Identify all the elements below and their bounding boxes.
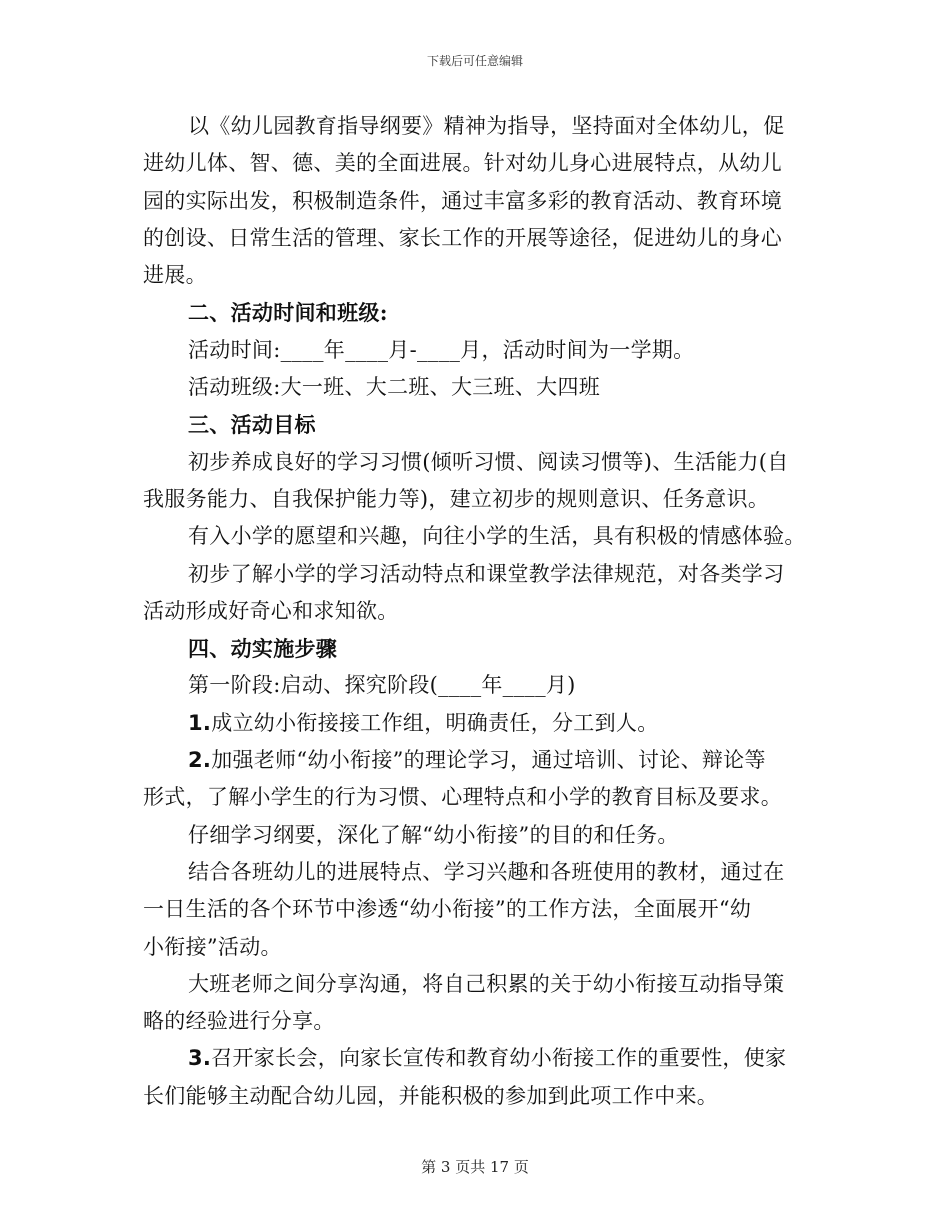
paragraph-line: 第一阶段:启动、探究阶段(____年____月): [188, 673, 576, 698]
section-heading: 四、动实施步骤: [188, 636, 338, 662]
paragraph-line: 以《幼儿园教育指导纲要》精神为指导，坚持面对全体幼儿，促: [188, 114, 785, 138]
paragraph-line: 活动班级:大一班、大二班、大三班、大四班: [188, 375, 601, 400]
paragraph-line: 有入小学的愿望和兴趣，向往小学的生活，具有积极的情感体验。: [188, 524, 806, 549]
document-body: [143, 108, 811, 1115]
page-footer: 第 3 页共 17 页: [421, 1158, 529, 1176]
paragraph-line: 一日生活的各个环节中渗透“幼小衔接”的工作方法，全面展开“幼: [143, 897, 752, 922]
paragraph-line: 活动形成好奇心和求知欲。: [143, 598, 399, 623]
item-number: 3.: [188, 1046, 212, 1071]
section-heading: 三、活动目标: [188, 412, 316, 438]
paragraph-line: 小衔接”活动。: [143, 934, 282, 959]
paragraph-line: 的创设、日常生活的管理、家长工作的开展等途径，促进幼儿的身心: [143, 225, 782, 250]
numbered-item: [143, 742, 811, 779]
paragraph-line: 活动时间:____年____月-____月，活动时间为一学期。: [188, 337, 695, 362]
numbered-item: [143, 1040, 811, 1077]
paragraph-line: 园的实际出发，积极制造条件，通过丰富多彩的教育活动、教育环境: [143, 188, 782, 213]
paragraph-line: 初步养成良好的学习习惯(倾听习惯、阅读习惯等)、生活能力(自: [188, 449, 789, 474]
paragraph-line: 进幼儿体、智、德、美的全面进展。针对幼儿身心进展特点，从幼儿: [143, 151, 782, 176]
numbered-item: [143, 705, 811, 742]
item-text: 加强老师“幼小衔接”的理论学习，通过培训、讨论、辩论等: [211, 748, 766, 773]
paragraph-line: 初步了解小学的学习活动特点和课堂教学法律规范，对各类学习: [188, 561, 785, 586]
paragraph-line: 略的经验进行分享。: [143, 1009, 335, 1034]
section-heading: 二、活动时间和班级:: [188, 300, 388, 326]
paragraph-line: 结合各班幼儿的进展特点、学习兴趣和各班使用的教材，通过在: [188, 859, 785, 884]
page-header: 下载后可任意编辑: [426, 54, 523, 68]
paragraph-line: 我服务能力、自我保护能力等)，建立初步的规则意识、任务意识。: [143, 486, 770, 511]
item-text: 召开家长会，向家长宣传和教育幼小衔接工作的重要性，使家: [211, 1046, 787, 1071]
paragraph-line: 形式，了解小学生的行为习惯、心理特点和小学的教育目标及要求。: [143, 785, 782, 810]
paragraph-line: 仔细学习纲要，深化了解“幼小衔接”的目的和任务。: [188, 822, 679, 847]
paragraph-line: 长们能够主动配合幼儿园，并能积极的参加到此项工作中来。: [143, 1083, 719, 1108]
paragraph-line: 大班老师之间分享沟通，将自己积累的关于幼小衔接互动指导策: [188, 971, 785, 996]
item-number: 2.: [188, 748, 212, 773]
item-number: 1.: [188, 710, 212, 735]
paragraph-line: 进展。: [143, 263, 207, 288]
item-text: 成立幼小衔接接工作组，明确责任，分工到人。: [211, 710, 659, 735]
